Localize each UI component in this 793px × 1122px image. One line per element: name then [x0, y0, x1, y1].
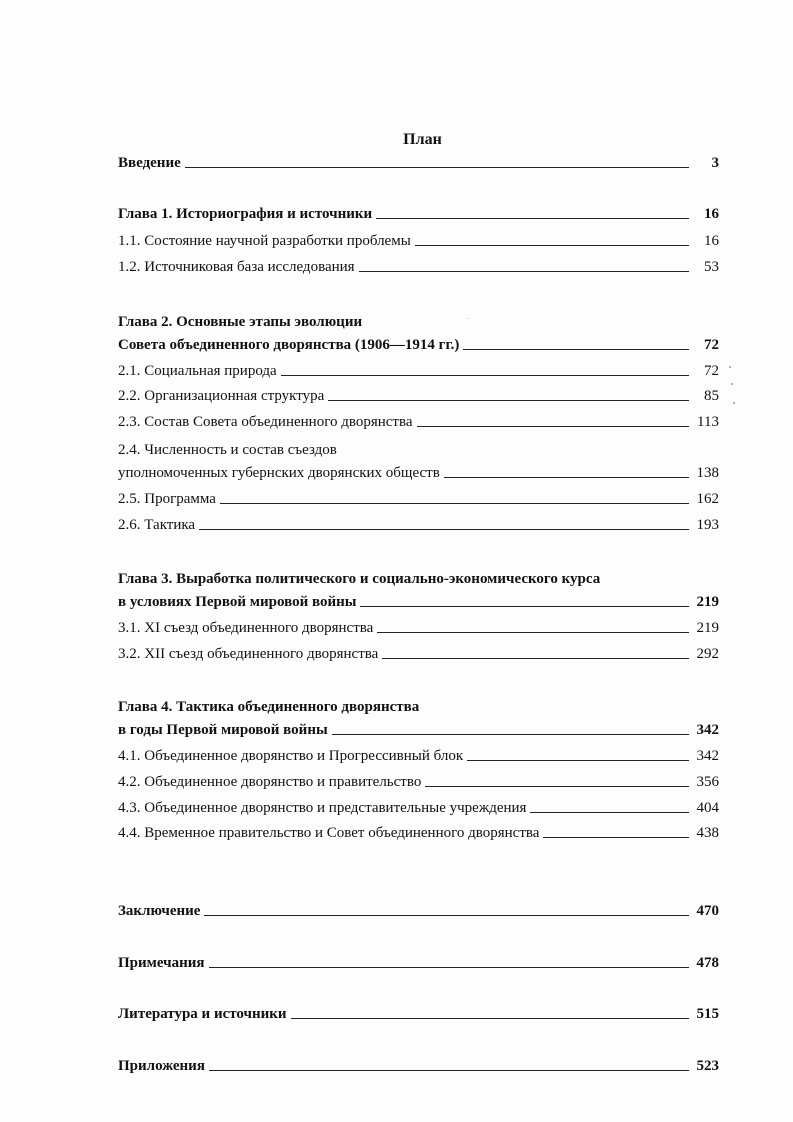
- toc-entry-2-3: [118, 409, 719, 431]
- chapter-4-heading-line1: Глава 4. Тактика объединенного дворянства: [118, 699, 420, 715]
- toc-entry-intro: [118, 150, 719, 172]
- toc-entry-4-1: [118, 743, 719, 765]
- leader-line: [332, 734, 689, 735]
- page-title: План: [403, 131, 442, 148]
- toc-label: 2.6. Тактика: [118, 517, 196, 533]
- toc-page-number: 219: [696, 594, 719, 610]
- toc-page-number: 219: [696, 620, 719, 636]
- toc-label: Литература и источники: [118, 1006, 287, 1022]
- toc-label: 2.3. Состав Совета объединенного дворянства: [118, 414, 413, 430]
- toc-entry-chapter-4: [118, 717, 719, 739]
- leader-line: [543, 837, 689, 838]
- toc-label: Примечания: [118, 955, 205, 971]
- leader-line: [377, 632, 689, 633]
- toc-entry-2-1: [118, 358, 719, 380]
- leader-line: [281, 375, 689, 376]
- leader-line: [291, 1018, 689, 1019]
- toc-entry-chapter-3: [118, 589, 719, 611]
- toc-entry-notes: [118, 950, 719, 972]
- leader-line: [417, 426, 689, 427]
- toc-label: 4.4. Временное правительство и Совет объединенного дворянства: [118, 825, 540, 841]
- scan-speck: [733, 402, 735, 404]
- toc-page-number: 193: [696, 517, 719, 533]
- toc-entry-4-4: [118, 820, 719, 842]
- toc-page-number: 72: [704, 363, 719, 379]
- toc-page-number: 515: [696, 1006, 719, 1022]
- toc-label: Введение: [118, 155, 181, 171]
- leader-line: [467, 760, 689, 761]
- toc-page-number: 85: [704, 388, 719, 404]
- toc-page-number: 478: [696, 955, 719, 971]
- toc-entry-literature: [118, 1001, 719, 1023]
- toc-label: Глава 1. Историография и источники: [118, 206, 373, 222]
- scan-speck: [731, 383, 733, 385]
- toc-label: 2.1. Социальная природа: [118, 363, 277, 379]
- toc-label: 4.2. Объединенное дворянство и правительство: [118, 774, 422, 790]
- leader-line: [415, 245, 689, 246]
- toc-entry-3-1: [118, 615, 719, 637]
- toc-entry-chapter-2: [118, 332, 719, 354]
- toc-page-number: 404: [696, 800, 719, 816]
- toc-page-number: 113: [697, 414, 719, 430]
- leader-line: [382, 658, 689, 659]
- toc-entry-4-3: [118, 795, 719, 817]
- chapter-3-heading-line1: Глава 3. Выработка политического и социально-экономического курса: [118, 571, 601, 587]
- toc-label: 3.2. XII съезд объединенного дворянства: [118, 646, 379, 662]
- leader-line: [463, 349, 689, 350]
- leader-line: [220, 503, 689, 504]
- toc-page-number: 438: [696, 825, 719, 841]
- chapter-2-heading-line1: Глава 2. Основные этапы эволюции: [118, 314, 363, 330]
- leader-line: [209, 967, 689, 968]
- toc-entry-2-2: [118, 383, 719, 405]
- toc-label: Приложения: [118, 1058, 205, 1074]
- leader-line: [209, 1070, 689, 1071]
- leader-line: [204, 915, 689, 916]
- toc-entry-2-6: [118, 512, 719, 534]
- toc-page-number: 292: [696, 646, 719, 662]
- scan-speck: [468, 318, 469, 319]
- leader-line: [376, 218, 689, 219]
- toc-page-number: 162: [696, 491, 719, 507]
- toc-page-number: 342: [696, 722, 719, 738]
- toc-entry-appendices: [118, 1053, 719, 1075]
- toc-entry-2-4: [118, 460, 719, 482]
- leader-line: [360, 606, 689, 607]
- toc-label: Заключение: [118, 903, 201, 919]
- toc-page-number: 16: [704, 206, 719, 222]
- toc-entry-2-4-line1: 2.4. Численность и состав съездов: [118, 442, 337, 458]
- toc-page-number: 53: [704, 259, 719, 275]
- leader-line: [185, 167, 689, 168]
- leader-line: [328, 400, 689, 401]
- toc-entry-conclusion: [118, 898, 719, 920]
- toc-label: в годы Первой мировой войны: [118, 722, 328, 738]
- toc-label: уполномоченных губернских дворянских обществ: [118, 465, 440, 481]
- leader-line: [530, 812, 689, 813]
- toc-label: 4.3. Объединенное дворянство и представительные учреждения: [118, 800, 527, 816]
- toc-label: 2.2. Организационная структура: [118, 388, 325, 404]
- leader-line: [199, 529, 689, 530]
- leader-line: [359, 271, 689, 272]
- leader-line: [444, 477, 689, 478]
- toc-page-number: 356: [696, 774, 719, 790]
- toc-entry-chapter-1: [118, 201, 719, 223]
- toc-label: 1.1. Состояние научной разработки проблемы: [118, 233, 411, 249]
- toc-entry-2-5: [118, 486, 719, 508]
- toc-page-number: 16: [704, 233, 719, 249]
- toc-entry-1-2: [118, 254, 719, 276]
- toc-page-number: 138: [696, 465, 719, 481]
- toc-page-number: 523: [696, 1058, 719, 1074]
- toc-label: Совета объединенного дворянства (1906—1914 гг.): [118, 337, 460, 353]
- toc-label: 1.2. Источниковая база исследования: [118, 259, 355, 275]
- scan-speck: [729, 366, 731, 368]
- toc-label: 3.1. XI съезд объединенного дворянства: [118, 620, 374, 636]
- toc-page-number: 3: [711, 155, 719, 171]
- toc-label: 4.1. Объединенное дворянство и Прогрессивный блок: [118, 748, 464, 764]
- toc-entry-4-2: [118, 769, 719, 791]
- toc-entry-3-2: [118, 641, 719, 663]
- toc-page-number: 342: [696, 748, 719, 764]
- toc-page-number: 72: [704, 337, 719, 353]
- toc-label: в условиях Первой мировой войны: [118, 594, 357, 610]
- leader-line: [425, 786, 689, 787]
- toc-entry-1-1: [118, 228, 719, 250]
- toc-page-number: 470: [696, 903, 719, 919]
- toc-label: 2.5. Программа: [118, 491, 216, 507]
